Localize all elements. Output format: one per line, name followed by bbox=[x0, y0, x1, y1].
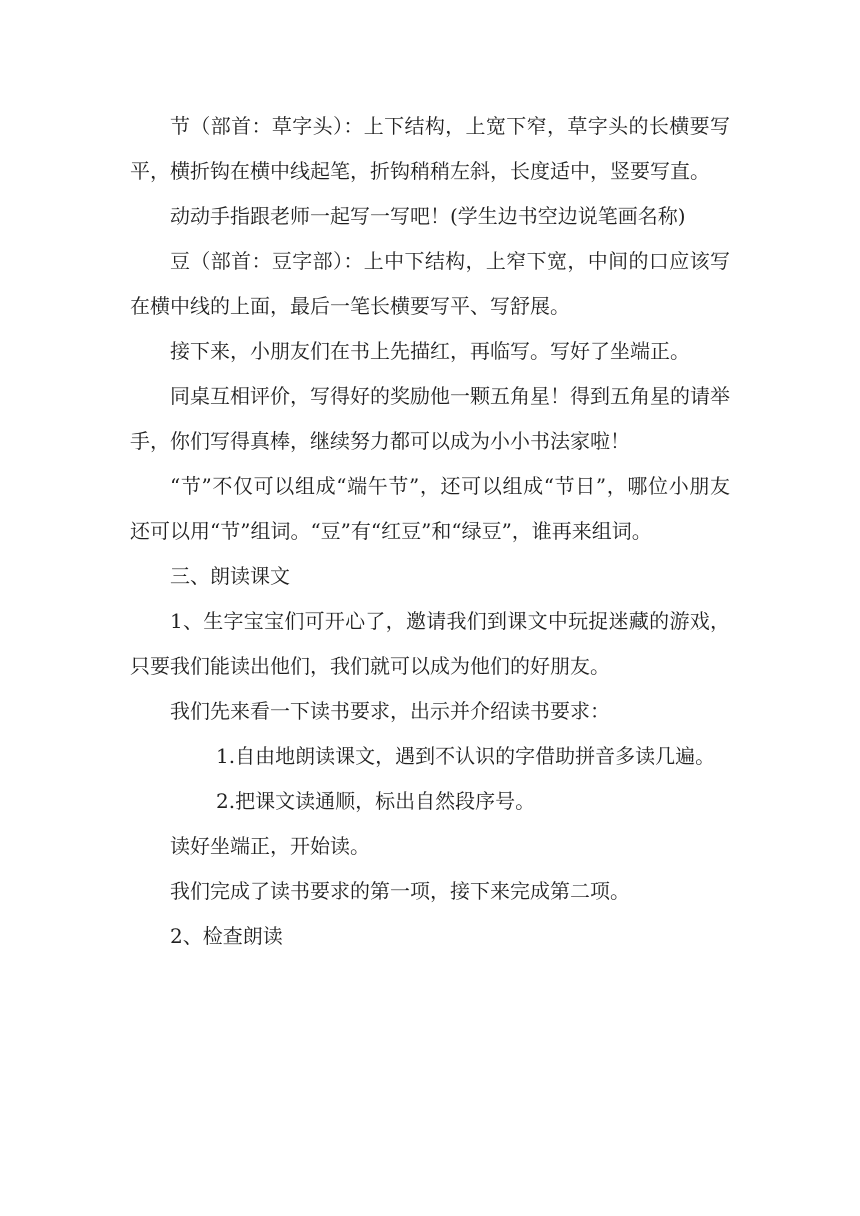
paragraph-start-reading: 读好坐端正，开始读。 bbox=[170, 834, 370, 858]
section-heading-check-reading: 2、检查朗读 bbox=[170, 924, 283, 948]
paragraph-reading-requirements: 我们先来看一下读书要求，出示并介绍读书要求： bbox=[170, 699, 610, 723]
paragraph-tracing: 接下来，小朋友们在书上先描红，再临写。写好了坐端正。 bbox=[170, 339, 690, 363]
document-body bbox=[130, 104, 730, 959]
paragraph-next-step: 我们完成了读书要求的第一项，接下来完成第二项。 bbox=[170, 879, 630, 903]
section-heading-reading: 三、朗读课文 bbox=[170, 564, 290, 588]
list-item-requirement-2: 2.把课文读通顺，标出自然段序号。 bbox=[216, 789, 536, 813]
list-item-requirement-1: 1.自由地朗读课文，遇到不认识的字借助拼音多读几遍。 bbox=[216, 744, 716, 768]
paragraph-hide-and-seek: 1、生字宝宝们可开心了，邀请我们到课文中玩捉迷藏的游戏，只要我们能读出他们，我们就可以成为他们的好朋友。 bbox=[130, 609, 730, 678]
paragraph-peer-review: 同桌互相评价，写得好的奖励他一颗五角星！得到五角星的请举手，你们写得真棒，继续努力都可以成为小小书法家啦！ bbox=[130, 384, 730, 453]
paragraph-air-writing: 动动手指跟老师一起写一写吧！(学生边书空边说笔画名称) bbox=[170, 204, 686, 228]
paragraph-dou-structure: 豆（部首：豆字部）：上中下结构，上窄下宽，中间的口应该写在横中线的上面，最后一笔长横要写平、写舒展。 bbox=[130, 249, 730, 318]
paragraph-jie-structure: 节（部首：草字头）：上下结构，上宽下窄，草字头的长横要写平，横折钩在横中线起笔，折钩稍稍左斜，长度适中，竖要写直。 bbox=[130, 114, 730, 183]
paragraph-word-building: “节”不仅可以组成“端午节”，还可以组成“节日”，哪位小朋友还可以用“节”组词。“豆”有“红豆”和“绿豆”，谁再来组词。 bbox=[130, 474, 730, 543]
